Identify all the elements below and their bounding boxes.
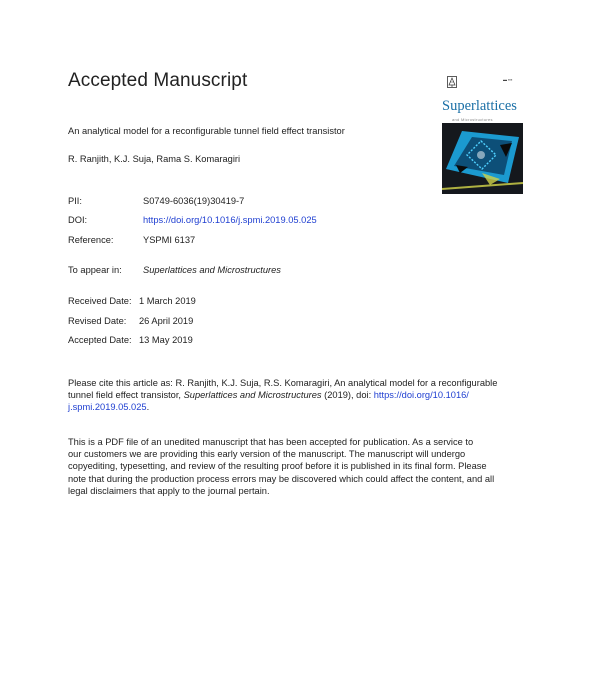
notice-line: our customers we are providing this early version of the manuscript. The manuscript will undergo — [68, 449, 466, 460]
journal-logo-name: Superlattices — [442, 98, 517, 114]
article-authors: R. Ranjith, K.J. Suja, Rama S. Komaragiri — [68, 154, 241, 164]
accepted-label: Accepted Date: — [68, 335, 132, 345]
citation-doi-link-cont[interactable]: j.spmi.2019.05.025 — [68, 402, 147, 413]
notice-line: This is a PDF file of an unedited manuscript that has been accepted for publication. As a service to — [68, 437, 474, 447]
citation-line-3 — [68, 401, 528, 413]
notice-line: copyediting, typesetting, and review of the resulting proof before it is published in its final form. Please — [68, 461, 487, 472]
citation-journal: Superlattices and Microstructures — [183, 390, 322, 401]
appear-label: To appear in: — [68, 265, 122, 275]
page-title: Accepted Manuscript — [68, 70, 248, 91]
citation-period: . — [146, 402, 150, 413]
revised-value: 26 April 2019 — [139, 316, 194, 326]
reference-value: YSPMI 6137 — [143, 235, 196, 245]
journal-cover-image — [442, 123, 523, 194]
reference-label: Reference: — [68, 235, 114, 245]
citation-line-2 — [68, 389, 528, 401]
pii-value: S0749-6036(19)30419-7 — [143, 196, 245, 206]
citation-paragraph — [68, 377, 528, 414]
citation-text-doi: (2019), doi: — [321, 390, 374, 401]
pii-label: PII: — [68, 196, 82, 206]
citation-text: tunnel field effect transistor, — [68, 390, 184, 401]
notice-line: note that during the production process errors may be discovered which could affect the content, and all — [68, 473, 495, 484]
received-label: Received Date: — [68, 296, 132, 306]
doi-link[interactable]: https://doi.org/10.1016/j.spmi.2019.05.025 — [143, 215, 317, 225]
manuscript-notice — [68, 436, 528, 497]
journal-logo-subtitle: and Microstructures — [452, 117, 493, 122]
doi-label: DOI: — [68, 215, 88, 225]
article-title: An analytical model for a reconfigurable tunnel field effect transistor — [68, 126, 345, 136]
citation-line-1: Please cite this article as: R. Ranjith, K.J. Suja, R.S. Komaragiri, An analytical model for a reconfigurable — [68, 378, 498, 388]
citation-doi-link[interactable]: https://doi.org/10.1016/ — [373, 390, 469, 401]
elsevier-tree-icon — [447, 76, 457, 88]
logo-mini-text: ▬ ▪▪▪ — [503, 77, 513, 82]
appear-journal: Superlattices and Microstructures — [143, 265, 281, 275]
accepted-value: 13 May 2019 — [139, 335, 193, 345]
received-value: 1 March 2019 — [139, 296, 196, 306]
revised-label: Revised Date: — [68, 316, 127, 326]
notice-line: legal disclaimers that apply to the journal pertain. — [68, 485, 270, 496]
